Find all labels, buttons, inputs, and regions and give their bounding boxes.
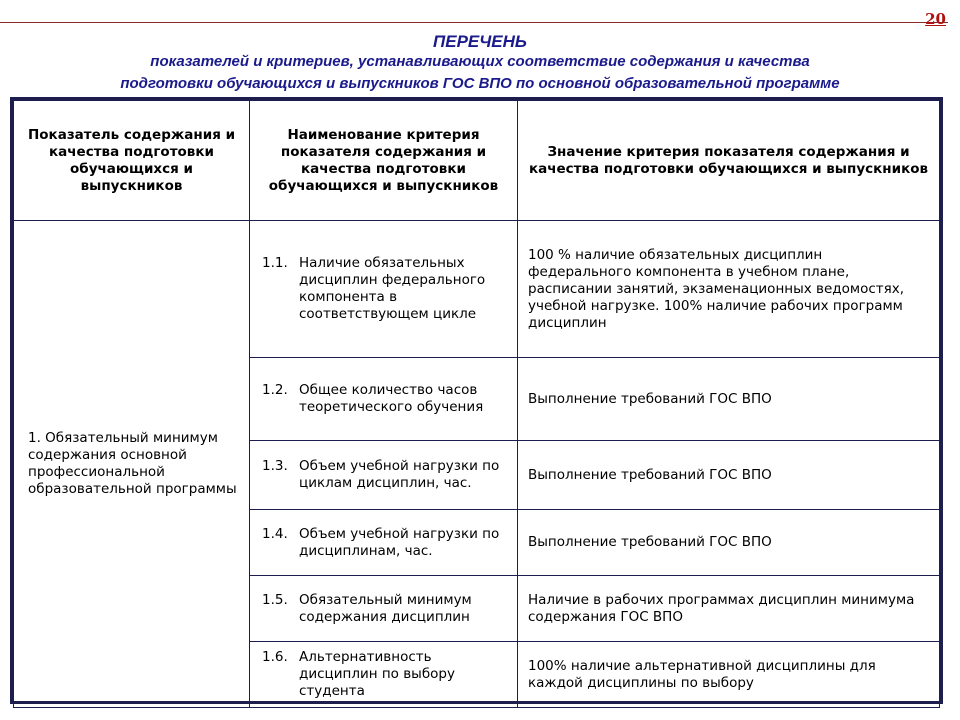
table-row: [14, 221, 940, 358]
value-cell: Наличие в рабочих программах дисциплин минимума содержания ГОС ВПО: [518, 576, 940, 642]
criterion-number: 1.4.: [262, 525, 288, 542]
indicator-cell: 1. Обязательный минимум содержания основной профессиональной образовательной программы: [14, 221, 250, 708]
criterion-cell: [250, 221, 518, 358]
criterion-cell: [250, 441, 518, 510]
value-cell: Выполнение требований ГОС ВПО: [518, 358, 940, 441]
criterion-cell: [250, 642, 518, 708]
criterion-text: Обязательный минимум содержания дисциплин: [299, 591, 472, 625]
criterion-number: 1.3.: [262, 458, 288, 474]
criterion-number: 1.1.: [262, 255, 288, 271]
criterion-text: Альтернативность дисциплин по выбору студента: [299, 649, 455, 699]
criterion-cell: [250, 358, 518, 441]
page-subtitle-line1: показателей и критериев, устанавливающих соответствие содержания и качества: [150, 53, 810, 70]
page-number: 20: [925, 10, 946, 28]
criterion-number: 1.2.: [262, 382, 288, 398]
top-rule: [0, 22, 948, 23]
criterion-text: Объем учебной нагрузки по циклам дисциплин, час.: [299, 458, 500, 491]
value-cell: 100 % наличие обязательных дисциплин федерального компонента в учебном плане, расписании занятий, экзаменационных ведомостях, учебной нагрузке. 100% наличие рабочих программ дисциплин: [518, 221, 940, 358]
table-header-row: [14, 101, 940, 221]
criterion-text: Объем учебной нагрузки по дисциплинам, час.: [299, 525, 500, 559]
criterion-number: 1.5.: [262, 591, 288, 608]
value-cell: Выполнение требований ГОС ВПО: [518, 441, 940, 510]
criterion-cell: [250, 510, 518, 576]
page-subtitle-line2: подготовки обучающихся и выпускников ГОС ВПО по основной образовательной программе: [120, 75, 840, 92]
criterion-number: 1.6.: [262, 649, 288, 665]
criteria-table: [10, 97, 943, 704]
value-cell: 100% наличие альтернативной дисциплины для каждой дисциплины по выбору: [518, 642, 940, 708]
page-title: ПЕРЕЧЕНЬ: [433, 32, 527, 51]
value-cell: Выполнение требований ГОС ВПО: [518, 510, 940, 576]
header-criterion: Наименование критерия показателя содержания и качества подготовки обучающихся и выпускников: [250, 101, 518, 221]
criterion-cell: [250, 576, 518, 642]
header-indicator: Показатель содержания и качества подготовки обучающихся и выпускников: [14, 101, 250, 221]
criterion-text: Наличие обязательных дисциплин федерального компонента в соответствующем цикле: [299, 255, 486, 322]
header-value: Значение критерия показателя содержания и качества подготовки обучающихся и выпускников: [518, 101, 940, 221]
criterion-text: Общее количество часов теоретического обучения: [299, 382, 484, 415]
